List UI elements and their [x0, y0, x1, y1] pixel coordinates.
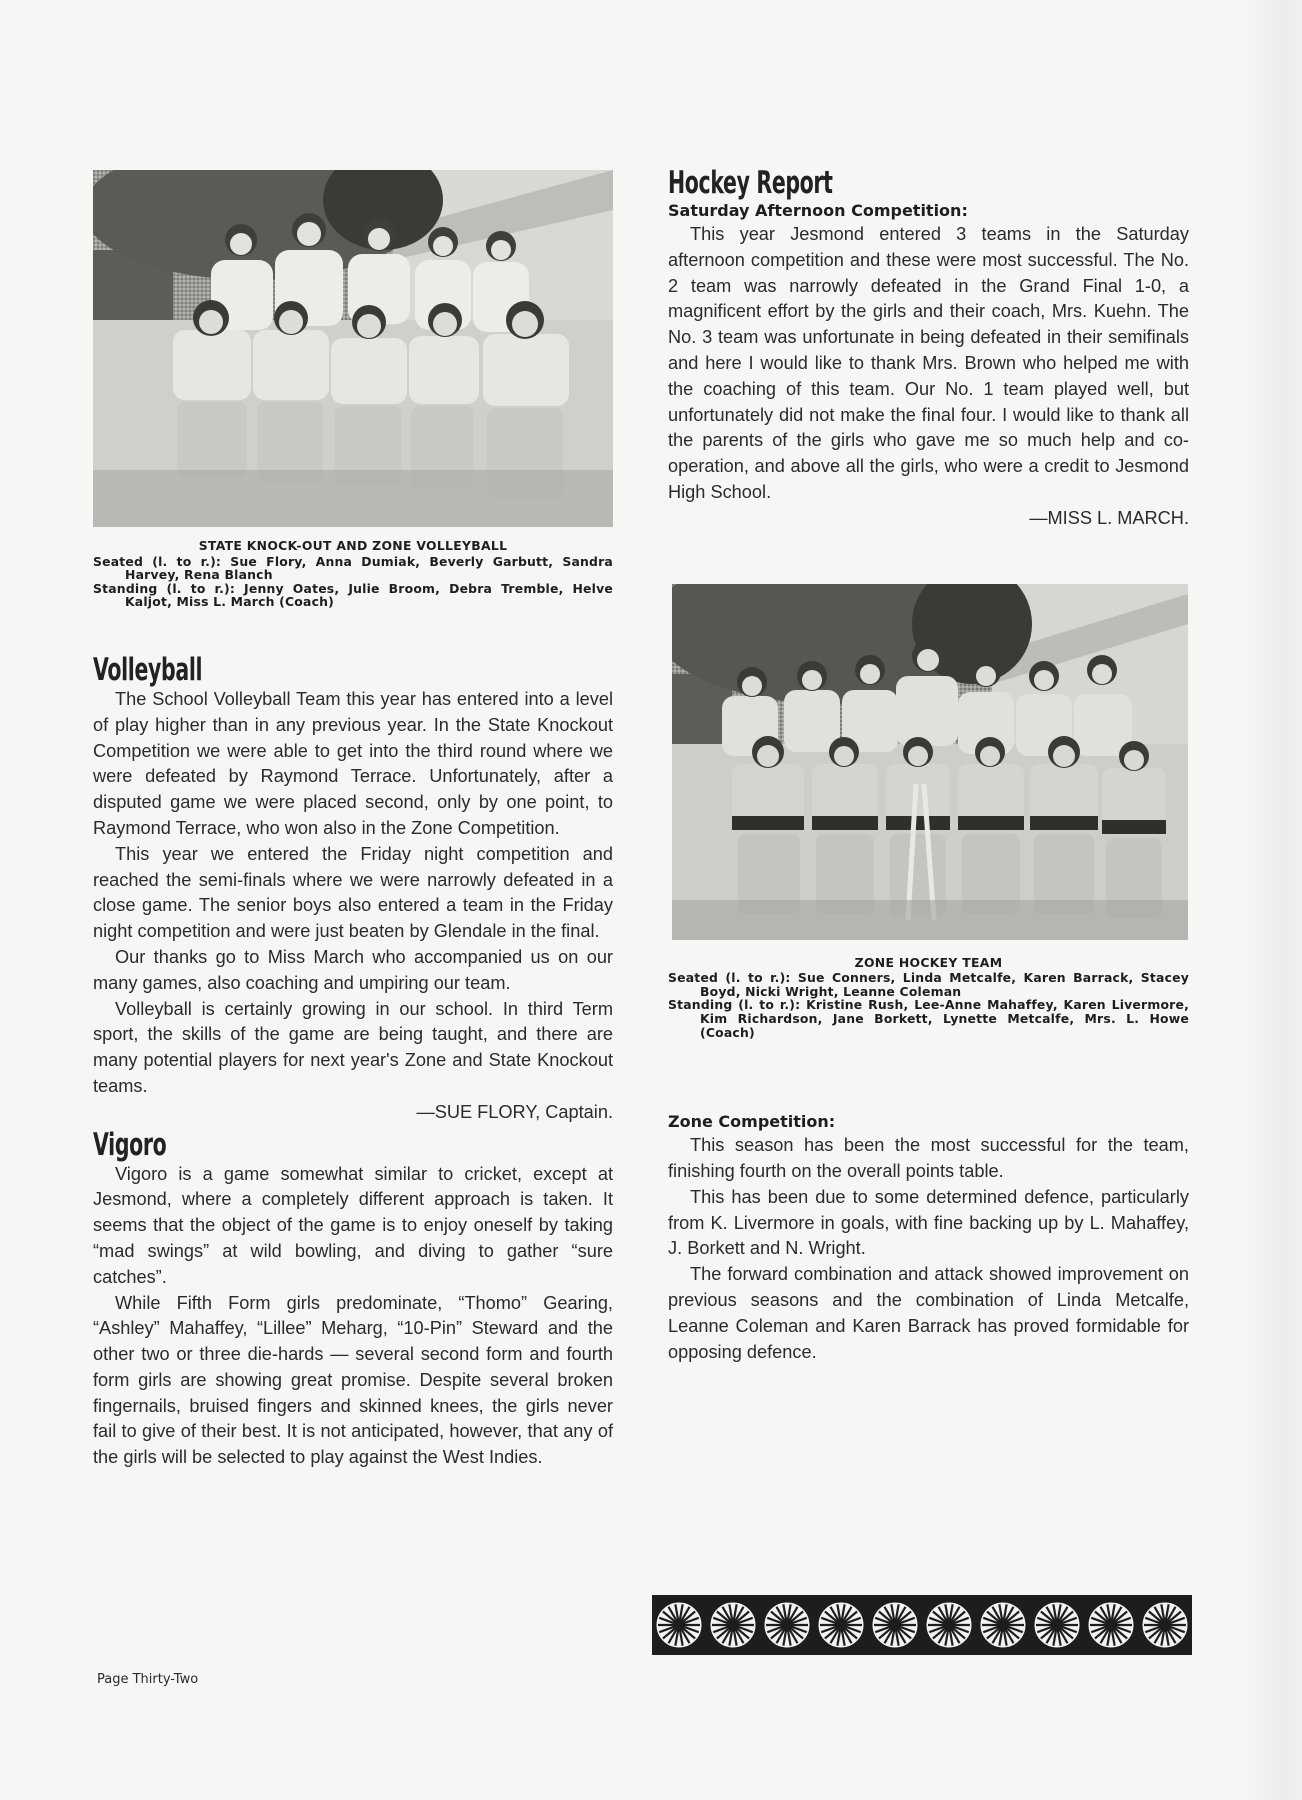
hockey-article [668, 166, 1189, 532]
wheel-ornament-icon [652, 1594, 1192, 1656]
hockey-photo-caption [668, 956, 1189, 1040]
left-column [93, 170, 613, 1471]
page-number: Page Thirty-Two [97, 1672, 199, 1687]
caption-seated: Seated (l. to r.): Sue Flory, Anna Dumiak, Beverly Garbutt, Sandra Harvey, Rena Blanch [93, 553, 613, 583]
zone-competition-paragraph: The forward combination and attack showed improvement on previous seasons and the combination of Linda Metcalfe, Leanne Coleman and Karen Barrack has proved formidable for opposing defence. [668, 1264, 1189, 1362]
hockey-heading: Hockey Report [668, 165, 833, 201]
photo-placeholder-icon [93, 170, 613, 527]
hockey-signature: —MISS L. MARCH. [1029, 507, 1189, 528]
volleyball-article [93, 653, 613, 1126]
photo-placeholder-icon [672, 584, 1188, 940]
hockey-team-photo [672, 584, 1188, 940]
volleyball-team-photo [93, 170, 613, 527]
volleyball-paragraph: The School Volleyball Team this year has entered into a level of play higher than in any previous year. In the State Knockout Competition we were able to get into the third round where we were defeated by Raymond Terrace. Unfortunately, after a disputed game we were placed second, only by one point, to Raymond Terrace, who won also in the Zone Competition. [93, 688, 613, 838]
zone-competition-section [668, 1111, 1189, 1365]
caption-title: STATE KNOCK-OUT AND ZONE VOLLEYBALL [198, 538, 508, 553]
caption-standing: Standing (l. to r.): Jenny Oates, Julie Broom, Debra Tremble, Helve Kaljot, Miss L. March (Coach) [93, 580, 613, 610]
volleyball-paragraph: Volleyball is certainly growing in our school. In third Term sport, the skills of the game are being taught, and there are many potential players for next year's Zone and State Knockout teams. [93, 998, 613, 1096]
volleyball-signature: —SUE FLORY, Captain. [416, 1101, 613, 1122]
saturday-competition-paragraph: This year Jesmond entered 3 teams in the Saturday afternoon competition and these were most successful. The No. 2 team was narrowly defeated in the Grand Final 1-0, a magnificent effort by the girls and their coach, Mrs. Kuehn. The No. 3 team was unfortunate in being defeated in their semifinals and here I would like to thank Mrs. Brown who helped me with the coaching of this team. Our No. 1 team played well, but unfortunately did not make the final four. I would like to thank all the parents of the girls who gave me so much help and co-operation, and above all the girls, who were a credit to Jesmond High School. [668, 224, 1189, 502]
zone-competition-paragraph: This season has been the most successful for the team, finishing fourth on the overall points table. [668, 1135, 1189, 1181]
volleyball-paragraph: Our thanks go to Miss March who accompanied us on our many games, also coaching and umpiring our team. [93, 946, 613, 993]
decorative-wheel-border [652, 1594, 1192, 1656]
volleyball-paragraph: This year we entered the Friday night competition and reached the semi-finals where we were narrowly defeated in a close game. The senior boys also entered a team in the Friday night competition and were just beaten by Glendale in the final. [93, 843, 613, 942]
page-edge-shadow [1242, 0, 1302, 1800]
saturday-competition-heading: Saturday Afternoon Competition: [668, 201, 968, 220]
caption-seated: Seated (l. to r.): Sue Conners, Linda Metcalfe, Karen Barrack, Stacey Boyd, Nicki Wright, Leanne Coleman [668, 970, 1189, 999]
zone-competition-heading: Zone Competition: [668, 1112, 836, 1132]
vigoro-heading: Vigoro [93, 1126, 167, 1163]
caption-standing: Standing (l. to r.): Kristine Rush, Lee-Anne Mahaffey, Karen Livermore, Kim Richardson, Jane Borkett, Lynette Metcalfe, Mrs. L. Howe (Coach) [668, 997, 1189, 1040]
vigoro-paragraph: While Fifth Form girls predominate, “Thomo” Gearing, “Ashley” Mahaffey, “Lillee” Meharg, “10-Pin” Steward and the other two or three die-hards — several second form and fourth form girls are showing great promise. Despite several broken fingernails, bruised fingers and skinned knees, the girls never fail to give of their best. It is not anticipated, however, that any of the girls will be selected to play against the West Indies. [93, 1292, 613, 1468]
volleyball-photo-caption [93, 539, 613, 609]
vigoro-article [93, 1128, 613, 1472]
volleyball-heading: Volleyball [93, 651, 203, 688]
vigoro-paragraph: Vigoro is a game somewhat similar to cricket, except at Jesmond, where a completely different approach is taken. It seems that the object of the game is to enjoy oneself by taking “mad swings” at wild bowling, and diving to gather “sure catches”. [93, 1163, 613, 1287]
zone-competition-paragraph: This has been due to some determined defence, particularly from K. Livermore in goals, with fine backing up by L. Mahaffey, J. Borkett and N. Wright. [668, 1186, 1189, 1259]
caption-title: ZONE HOCKEY TEAM [854, 954, 1003, 970]
right-column [668, 166, 1189, 1365]
